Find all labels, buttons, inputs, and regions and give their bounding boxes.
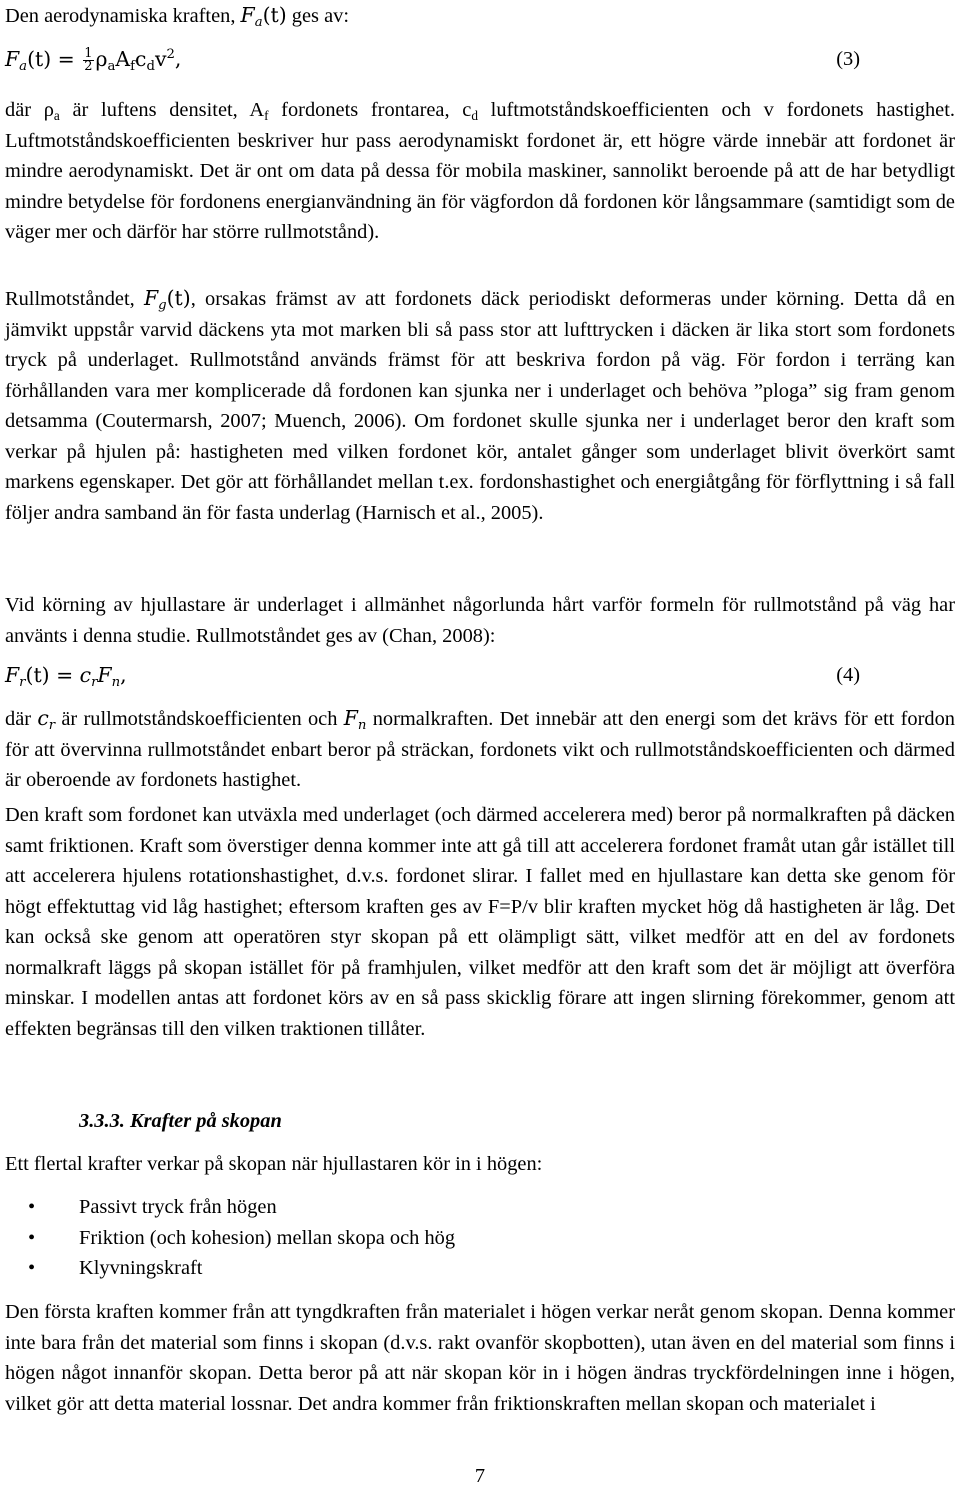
equation-3-number: (3) — [836, 48, 860, 70]
paragraph-7: Den första kraften kommer från att tyngdkraften från materialet i högen verkar neråt genom skopan. Denna kommer inte bara från det material som finns i skopan (d.v.s. rakt ovanför skopbotten), utan även en del material som finns i högen något innanför skopan. Detta beror på att när skopan kör in i högen ändras tryckfördelningen inne i högen, vilket gör att detta material lossnar. Det andra kommer från friktionskraften mellan skopan och materialet i — [5, 1301, 955, 1415]
forces-list — [5, 1192, 955, 1284]
page-number: 7 — [474, 1465, 486, 1487]
list-item: • Friktion (och kohesion) mellan skopa och hög — [5, 1223, 955, 1254]
equation-3 — [5, 44, 955, 75]
bullet-icon: • — [28, 1226, 36, 1249]
paragraph-3: Vid körning av hjullastare är underlaget i allmänhet någorlunda hårt varför formeln för rullmotstånd på väg har använts i denna studie. Rullmotståndet ges av (Chan, 2008): — [5, 594, 955, 647]
aero-force-symbol: $F_a(t)$ — [240, 3, 287, 30]
paragraph-2: Rullmotståndet, $F_g(t)$, orsakas främst av att fordonets däck periodiskt deformeras under körning. Detta då en jämvikt uppstår varvid däckens yta mot marken bli så pass stor att lufttrycken i däcken är lika stort som fordonets tryck på underlaget. Rullmotstånd används främst för att beskriva fordon på väg. För fordon i terräng kan förhållanden vara mer komplicerade då fordonen kan sjunka ner i underlaget och behöva ”ploga” sig fram genom detsamma (Coutermarsh, 2007; Muench, 2006). Om fordonet skulle sjunka ner i underlaget beror den kraft som verkar på hjulen på: hastigheten med vilken fordonet kör, antalet gånger som underlaget blivit överkört samt markens egenskaper. Det gör att förhållandet mellan t.ex. fordonshastighet och energiåtgång för förflyttning i så fall följer andra samband än för fasta underlag (Harnisch et al., 2005). — [5, 286, 955, 524]
paragraph-5: Den kraft som fordonet kan utväxla med underlaget (och därmed accelerera med) beror på normalkraften på däcken samt friktionen. Kraft som överstiger denna kommer inte att gå till att accelerera fordonet framåt utan går istället till att accelerera hjulens rotationshastighet, d.v.s. fordonet slirar. I fallet med en hjullastare kan detta ske genom för högt effektuttag vid låg hastighet; eftersom kraften ges av F=P/v blir kraften mycket hög då hastigheten är låg. Det kan också ske genom att operatören styr skopan på ett olämpligt sätt, vilket medför att en del av fordonets normalkraft läggs på skopan istället för på framhjulen, vilket medför att den kraft som det är möjligt att överföra minskar. I modellen antas att fordonet körs av en så pass skicklig förare att ingen slirning förekommer, genom att effekten begränsas till den vilken traktionen tillåter. — [5, 804, 955, 1040]
section-heading: 3.3.3. Krafter på skopan — [79, 1110, 282, 1132]
list-item: • Klyvningskraft — [5, 1253, 955, 1284]
list-item: • Passivt tryck från högen — [5, 1192, 955, 1223]
intro-paragraph — [5, 0, 955, 32]
equation-3-formula: $F_a(t)$ = $\frac{1}{2}$ $\rho_aA_fc_dv^2$, — [5, 46, 182, 74]
intro-text: Den aerodynamiska kraften, — [5, 5, 241, 27]
equation-4-number: (4) — [836, 664, 860, 686]
equation-4 — [5, 660, 955, 691]
bullet-icon: • — [28, 1196, 36, 1218]
paragraph-1: där $\rho_a$ är luftens densitet, $A_f$ fordonets frontarea, $c_d$ luftmotståndskoefficienten och v fordonets hastighet. Luftmotståndskoefficienten beskriver hur pass aerodynamiskt fordonet är, ett högre värde innebär att fordonet är mindre aerodynamiskt. Det är ont om data på dessa för mobila maskiner, sannolikt beroende på att de har betydligt mindre betydelse för fordonens energianvändning än för vägfordon då fordonen kör långsammare (samtidigt som de väger mer och därför har större rullmotstånd). — [5, 99, 955, 243]
paragraph-6: Ett flertal krafter verkar på skopan när hjullastaren kör in i högen: — [5, 1153, 543, 1175]
rolling-force-symbol: $F_g(t)$ — [143, 286, 191, 313]
one-half-fraction: $\frac{1}{2}$ — [84, 46, 93, 74]
bullet-icon: • — [28, 1257, 36, 1279]
paragraph-4: där $c_r$ är rullmotståndskoefficienten och $F_n$ normalkraften. Det innebär att den energi som det krävs för ett fordon för att övervinna rullmotståndet enbart beror på sträckan, fordonets vikt och rullmotståndskoefficienten och därmed är oberoende av fordonets hastighet. — [5, 706, 955, 791]
intro-rest: ges av: — [286, 5, 349, 27]
equation-4-formula: $F_r(t) = c_rF_n$, — [5, 663, 127, 690]
